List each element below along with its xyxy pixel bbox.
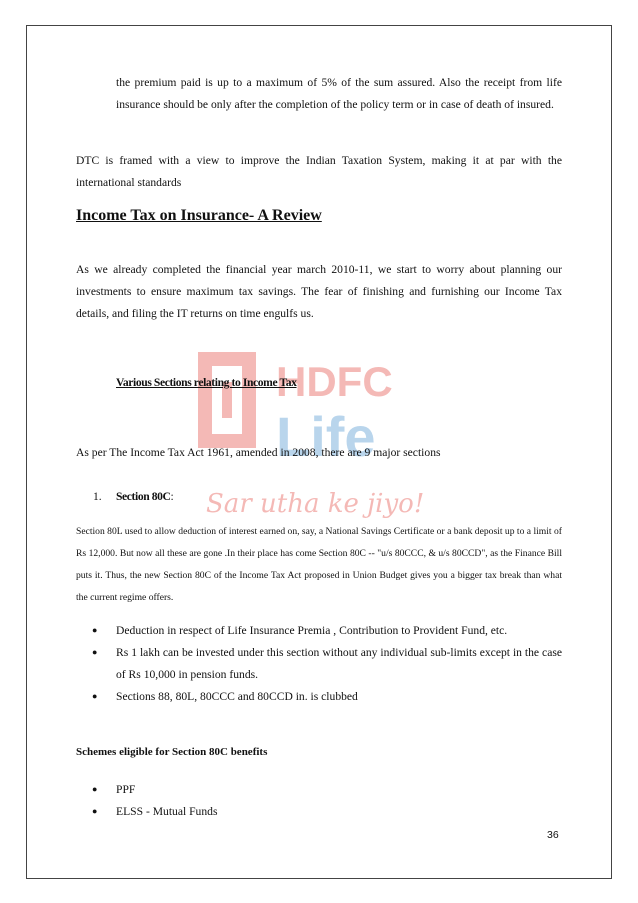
bullet-icon: ● [92,806,98,816]
bullet-icon: ● [92,691,98,701]
page-number: 36 [547,829,559,841]
sections-subheading: Various Sections relating to Income Tax [116,376,297,389]
bullet-item: Sections 88, 80L, 80CCC and 80CCD in. is clubbed [116,690,358,703]
scheme-item: ELSS - Mutual Funds [116,805,218,818]
intro-continued-paragraph: the premium paid is up to a maximum of 5% of the sum assured. Also the receipt from life insurance should be only after the completion of the policy term or in case of death of insured. [116,76,562,111]
watermark-brand-line1: HDFC [276,358,393,405]
section-heading: Income Tax on Insurance- A Review [76,207,322,224]
watermark-tagline: Sar utha ke jiyo! [206,489,425,519]
bullet-item: Deduction in respect of Life Insurance Premia , Contribution to Provident Fund, etc. [116,624,508,637]
bullet-icon: ● [92,784,98,794]
bullet-icon: ● [92,647,98,657]
dtc-paragraph: DTC is framed with a view to improve the Indian Taxation System, making it at par with the international standards [76,154,562,189]
watermark-brand-line2: Life [276,405,376,468]
bullet-icon: ● [92,625,98,635]
scheme-item: PPF [116,783,136,796]
bullet-item: Rs 1 lakh can be invested under this section without any individual sub-limits except in the case of Rs 10,000 in pension funds. [116,646,562,681]
section-80c-label: Section 80C [116,490,171,503]
schemes-heading: Schemes eligible for Section 80C benefits [76,746,268,758]
section-80c-colon: : [170,490,174,503]
section-80c-body: Section 80L used to allow deduction of interest earned on, say, a National Savings Certificate or a bank deposit up to a limit of Rs 12,000. But now all these are gone .In their place has come Section 80C -- "u/s 80CCC, & u/s 80CCD", as the Finance Bill puts it. Thus, the new Section 80C of the Income Tax Act proposed in Union Budget gives you a bigger tax break than what the current regime offers. [76,526,562,603]
section-list-number: 1. [93,490,102,503]
review-paragraph: As we already completed the financial year march 2010-11, we start to worry about planning our investments to ensure maximum tax savings. The fear of finishing and furnishing our Income Tax details, and filing the IT returns on time engulfs us. [76,263,562,320]
income-tax-act-paragraph: As per The Income Tax Act 1961, amended in 2008, there are 9 major sections [76,446,441,459]
section-80c-title [116,486,173,508]
